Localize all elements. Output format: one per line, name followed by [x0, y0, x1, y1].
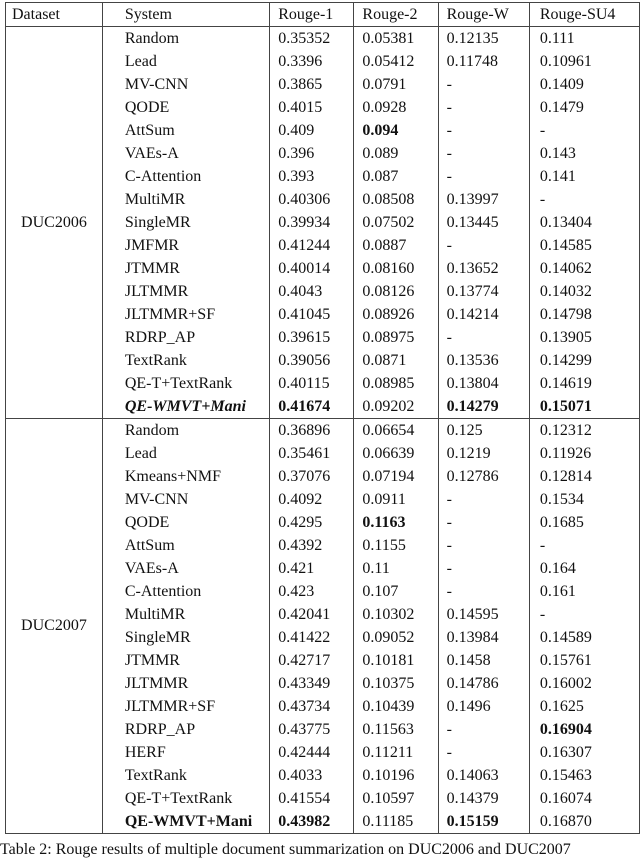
rouge-1-cell: 0.36896	[270, 419, 354, 443]
rouge-w-cell: -	[438, 73, 529, 96]
rouge-w-cell: 0.14595	[438, 603, 529, 626]
rouge-1-cell: 0.39934	[270, 211, 354, 234]
system-cell: RDRP_AP	[102, 326, 269, 349]
rouge-2-cell: 0.1155	[354, 534, 438, 557]
system-cell: C-Attention	[102, 580, 269, 603]
rouge-su4-cell: 0.14585	[529, 234, 639, 257]
system-cell: QE-WMVT+Mani	[102, 395, 269, 419]
system-cell: JMFMR	[102, 234, 269, 257]
system-cell: VAEs-A	[102, 142, 269, 165]
rouge-1-cell: 0.393	[270, 165, 354, 188]
results-table	[5, 2, 640, 834]
rouge-w-cell: 0.1496	[438, 695, 529, 718]
rouge-w-cell: 0.11748	[438, 50, 529, 73]
rouge-2-cell: 0.05412	[354, 50, 438, 73]
system-cell: AttSum	[102, 534, 269, 557]
rouge-1-cell: 0.4392	[270, 534, 354, 557]
rouge-w-cell: 0.13652	[438, 257, 529, 280]
rouge-su4-cell: 0.16002	[529, 672, 639, 695]
dataset-cell: DUC2006	[6, 27, 103, 419]
system-cell: QODE	[102, 96, 269, 119]
rouge-su4-cell: 0.1534	[529, 488, 639, 511]
rouge-w-cell: -	[438, 119, 529, 142]
system-cell: VAEs-A	[102, 557, 269, 580]
rouge-2-cell: 0.06639	[354, 442, 438, 465]
rouge-su4-cell: 0.1479	[529, 96, 639, 119]
rouge-w-cell: -	[438, 165, 529, 188]
rouge-w-cell: 0.14279	[438, 395, 529, 419]
system-cell: AttSum	[102, 119, 269, 142]
rouge-su4-cell: -	[529, 603, 639, 626]
rouge-w-cell: 0.14379	[438, 787, 529, 810]
rouge-w-cell: 0.13445	[438, 211, 529, 234]
rouge-w-cell: -	[438, 96, 529, 119]
rouge-su4-cell: 0.14589	[529, 626, 639, 649]
rouge-1-cell: 0.421	[270, 557, 354, 580]
system-cell: TextRank	[102, 764, 269, 787]
rouge-su4-cell: -	[529, 119, 639, 142]
rouge-1-cell: 0.41045	[270, 303, 354, 326]
rouge-w-cell: -	[438, 511, 529, 534]
rouge-w-cell: 0.13774	[438, 280, 529, 303]
rouge-2-cell: 0.0871	[354, 349, 438, 372]
rouge-1-cell: 0.42041	[270, 603, 354, 626]
rouge-2-cell: 0.107	[354, 580, 438, 603]
rouge-1-cell: 0.41422	[270, 626, 354, 649]
rouge-w-cell: 0.15159	[438, 810, 529, 834]
rouge-su4-cell: 0.13404	[529, 211, 639, 234]
rouge-1-cell: 0.4295	[270, 511, 354, 534]
rouge-2-cell: 0.07502	[354, 211, 438, 234]
rouge-1-cell: 0.4015	[270, 96, 354, 119]
rouge-1-cell: 0.42444	[270, 741, 354, 764]
system-cell: RDRP_AP	[102, 718, 269, 741]
rouge-1-cell: 0.423	[270, 580, 354, 603]
rouge-2-cell: 0.089	[354, 142, 438, 165]
rouge-2-cell: 0.11	[354, 557, 438, 580]
rouge-2-cell: 0.08926	[354, 303, 438, 326]
system-cell: MultiMR	[102, 603, 269, 626]
system-cell: SingleMR	[102, 211, 269, 234]
rouge-w-cell: 0.14214	[438, 303, 529, 326]
system-cell: Lead	[102, 50, 269, 73]
rouge-su4-cell: 0.12814	[529, 465, 639, 488]
rouge-1-cell: 0.39056	[270, 349, 354, 372]
table-row	[6, 419, 640, 443]
rouge-2-cell: 0.0887	[354, 234, 438, 257]
rouge-2-cell: 0.08975	[354, 326, 438, 349]
rouge-su4-cell: -	[529, 534, 639, 557]
rouge-1-cell: 0.40115	[270, 372, 354, 395]
system-cell: QE-T+TextRank	[102, 787, 269, 810]
rouge-su4-cell: 0.15463	[529, 764, 639, 787]
rouge-1-cell: 0.43734	[270, 695, 354, 718]
rouge-w-cell: 0.12786	[438, 465, 529, 488]
rouge-1-cell: 0.35352	[270, 27, 354, 51]
system-cell: QE-T+TextRank	[102, 372, 269, 395]
system-cell: HERF	[102, 741, 269, 764]
system-cell: JLTMMR+SF	[102, 303, 269, 326]
rouge-su4-cell: 0.14619	[529, 372, 639, 395]
rouge-su4-cell: 0.13905	[529, 326, 639, 349]
rouge-w-cell: 0.12135	[438, 27, 529, 51]
rouge-w-cell: 0.1458	[438, 649, 529, 672]
rouge-su4-cell: 0.10961	[529, 50, 639, 73]
rouge-2-cell: 0.10439	[354, 695, 438, 718]
rouge-w-cell: 0.125	[438, 419, 529, 443]
rouge-su4-cell: 0.14299	[529, 349, 639, 372]
rouge-2-cell: 0.08126	[354, 280, 438, 303]
rouge-w-cell: -	[438, 488, 529, 511]
rouge-su4-cell: 0.14032	[529, 280, 639, 303]
system-cell: QODE	[102, 511, 269, 534]
rouge-2-cell: 0.11563	[354, 718, 438, 741]
rouge-2-cell: 0.07194	[354, 465, 438, 488]
system-cell: Random	[102, 27, 269, 51]
system-cell: JLTMMR	[102, 672, 269, 695]
rouge-w-cell: 0.1219	[438, 442, 529, 465]
rouge-w-cell: 0.13984	[438, 626, 529, 649]
rouge-su4-cell: 0.16074	[529, 787, 639, 810]
header-dataset: Dataset	[6, 3, 103, 27]
system-cell: MV-CNN	[102, 73, 269, 96]
rouge-su4-cell: 0.14798	[529, 303, 639, 326]
rouge-1-cell: 0.43349	[270, 672, 354, 695]
system-cell: Lead	[102, 442, 269, 465]
rouge-2-cell: 0.08985	[354, 372, 438, 395]
rouge-2-cell: 0.08160	[354, 257, 438, 280]
rouge-1-cell: 0.41554	[270, 787, 354, 810]
dataset-cell: DUC2007	[6, 419, 103, 834]
rouge-su4-cell: 0.16904	[529, 718, 639, 741]
rouge-2-cell: 0.06654	[354, 419, 438, 443]
rouge-2-cell: 0.10181	[354, 649, 438, 672]
rouge-2-cell: 0.09052	[354, 626, 438, 649]
rouge-2-cell: 0.10375	[354, 672, 438, 695]
rouge-1-cell: 0.37076	[270, 465, 354, 488]
table-row	[6, 27, 640, 51]
system-cell: MV-CNN	[102, 488, 269, 511]
rouge-w-cell: 0.13804	[438, 372, 529, 395]
rouge-2-cell: 0.11211	[354, 741, 438, 764]
rouge-1-cell: 0.35461	[270, 442, 354, 465]
rouge-1-cell: 0.40014	[270, 257, 354, 280]
rouge-su4-cell: 0.12312	[529, 419, 639, 443]
rouge-1-cell: 0.40306	[270, 188, 354, 211]
system-cell: C-Attention	[102, 165, 269, 188]
rouge-w-cell: 0.14786	[438, 672, 529, 695]
rouge-2-cell: 0.087	[354, 165, 438, 188]
rouge-2-cell: 0.10302	[354, 603, 438, 626]
rouge-su4-cell: 0.15761	[529, 649, 639, 672]
rouge-w-cell: -	[438, 580, 529, 603]
system-cell: Random	[102, 419, 269, 443]
table-body	[6, 27, 640, 834]
rouge-1-cell: 0.41244	[270, 234, 354, 257]
rouge-w-cell: -	[438, 741, 529, 764]
header-rouge-2: Rouge-2	[354, 3, 438, 27]
rouge-2-cell: 0.1163	[354, 511, 438, 534]
rouge-1-cell: 0.3865	[270, 73, 354, 96]
rouge-1-cell: 0.39615	[270, 326, 354, 349]
system-cell: TextRank	[102, 349, 269, 372]
rouge-2-cell: 0.11185	[354, 810, 438, 834]
rouge-su4-cell: -	[529, 188, 639, 211]
rouge-su4-cell: 0.1625	[529, 695, 639, 718]
rouge-su4-cell: 0.16307	[529, 741, 639, 764]
rouge-2-cell: 0.10597	[354, 787, 438, 810]
rouge-su4-cell: 0.161	[529, 580, 639, 603]
rouge-1-cell: 0.409	[270, 119, 354, 142]
rouge-su4-cell: 0.141	[529, 165, 639, 188]
rouge-w-cell: -	[438, 718, 529, 741]
rouge-1-cell: 0.396	[270, 142, 354, 165]
rouge-w-cell: -	[438, 557, 529, 580]
rouge-w-cell: 0.13997	[438, 188, 529, 211]
rouge-w-cell: -	[438, 234, 529, 257]
system-cell: JTMMR	[102, 649, 269, 672]
rouge-1-cell: 0.42717	[270, 649, 354, 672]
rouge-w-cell: -	[438, 326, 529, 349]
rouge-1-cell: 0.4043	[270, 280, 354, 303]
rouge-1-cell: 0.3396	[270, 50, 354, 73]
rouge-su4-cell: 0.14062	[529, 257, 639, 280]
header-row	[6, 3, 640, 27]
rouge-2-cell: 0.09202	[354, 395, 438, 419]
rouge-2-cell: 0.08508	[354, 188, 438, 211]
header-rouge-w: Rouge-W	[438, 3, 529, 27]
rouge-w-cell: -	[438, 534, 529, 557]
system-cell: Kmeans+NMF	[102, 465, 269, 488]
rouge-su4-cell: 0.1409	[529, 73, 639, 96]
rouge-su4-cell: 0.164	[529, 557, 639, 580]
system-cell: MultiMR	[102, 188, 269, 211]
rouge-2-cell: 0.10196	[354, 764, 438, 787]
rouge-su4-cell: 0.15071	[529, 395, 639, 419]
system-cell: JTMMR	[102, 257, 269, 280]
rouge-su4-cell: 0.143	[529, 142, 639, 165]
rouge-w-cell: -	[438, 142, 529, 165]
system-cell: QE-WMVT+Mani	[102, 810, 269, 834]
rouge-w-cell: 0.14063	[438, 764, 529, 787]
rouge-su4-cell: 0.111	[529, 27, 639, 51]
system-cell: JLTMMR+SF	[102, 695, 269, 718]
system-cell: SingleMR	[102, 626, 269, 649]
rouge-1-cell: 0.43775	[270, 718, 354, 741]
header-rouge-su4: Rouge-SU4	[529, 3, 639, 27]
rouge-1-cell: 0.43982	[270, 810, 354, 834]
rouge-1-cell: 0.4092	[270, 488, 354, 511]
header-system: System	[102, 3, 269, 27]
rouge-su4-cell: 0.11926	[529, 442, 639, 465]
rouge-2-cell: 0.0928	[354, 96, 438, 119]
table-caption: Table 2: Rouge results of multiple document summarization on DUC2006 and DUC2007	[0, 841, 571, 858]
rouge-su4-cell: 0.1685	[529, 511, 639, 534]
header-rouge-1: Rouge-1	[270, 3, 354, 27]
rouge-2-cell: 0.0911	[354, 488, 438, 511]
rouge-2-cell: 0.0791	[354, 73, 438, 96]
rouge-2-cell: 0.094	[354, 119, 438, 142]
rouge-2-cell: 0.05381	[354, 27, 438, 51]
rouge-1-cell: 0.4033	[270, 764, 354, 787]
rouge-w-cell: 0.13536	[438, 349, 529, 372]
rouge-1-cell: 0.41674	[270, 395, 354, 419]
rouge-su4-cell: 0.16870	[529, 810, 639, 834]
system-cell: JLTMMR	[102, 280, 269, 303]
